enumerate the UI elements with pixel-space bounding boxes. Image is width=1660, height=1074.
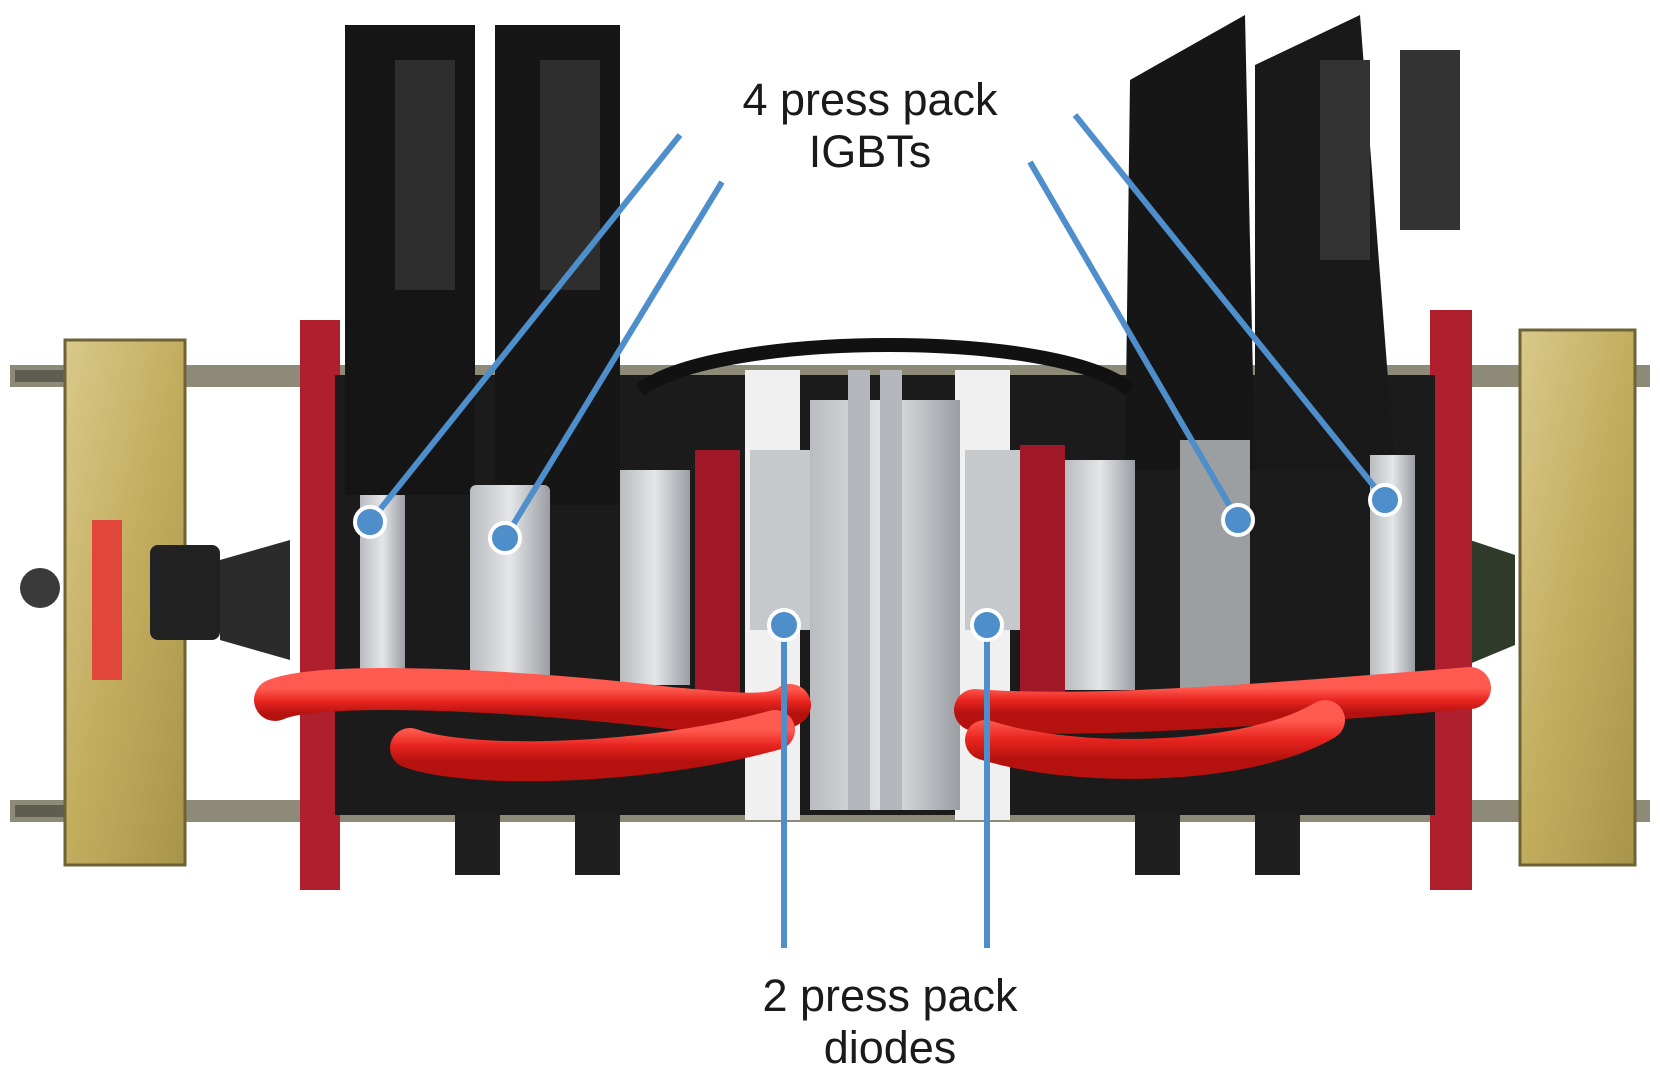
igbt-label-line1: 4 press pack: [742, 74, 998, 125]
diode-label: [720, 970, 1060, 1074]
igbt-label: [690, 74, 1050, 178]
igbt-label-line2: IGBTs: [808, 126, 932, 177]
center-heatsink: [810, 370, 960, 810]
diode-label-line2: diodes: [823, 1022, 957, 1073]
stack-feet: [455, 815, 1300, 875]
diode-label-line1: 2 press pack: [762, 970, 1018, 1021]
